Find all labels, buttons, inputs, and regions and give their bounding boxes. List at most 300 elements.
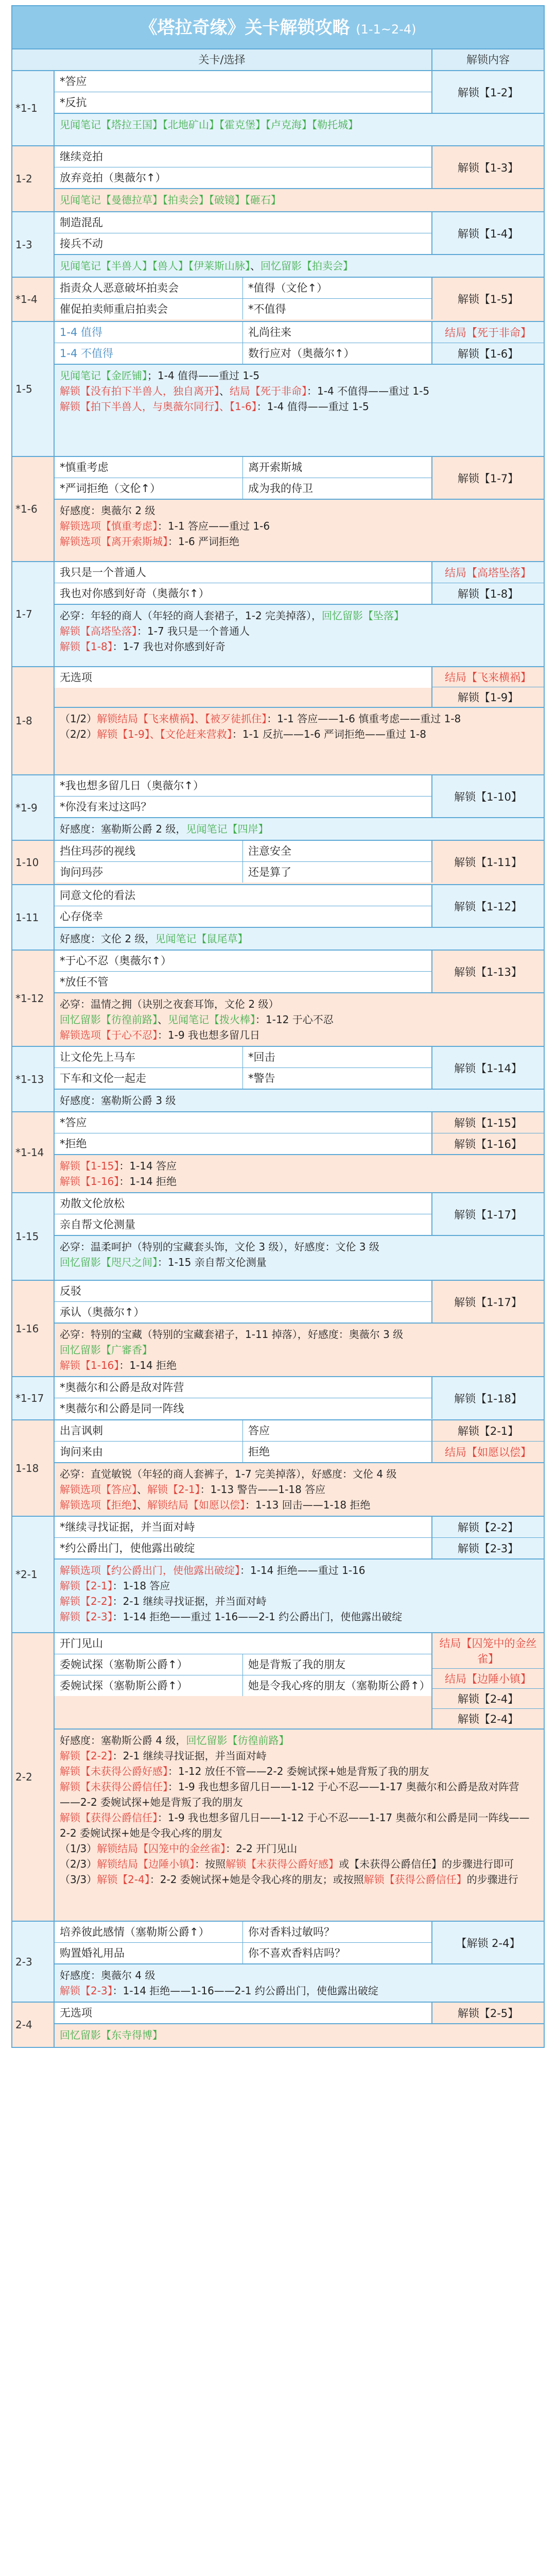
note-line: 见闻笔记【金匠铺】；1-4 值得——重过 1-5 bbox=[60, 369, 260, 382]
choice-option[interactable]: 亲自帮文伦测量 bbox=[55, 1214, 431, 1235]
note-line: 好感度：奥薇尔 4 级 bbox=[60, 1969, 155, 1981]
choices-list bbox=[55, 951, 432, 992]
choice-right[interactable]: 你不喜欢香料店吗？ bbox=[248, 1947, 345, 1959]
choices-list bbox=[55, 1633, 432, 1728]
level-notes bbox=[55, 254, 544, 277]
choices-list bbox=[55, 2003, 432, 2023]
choices-list bbox=[55, 1517, 432, 1558]
unlock-item: 结局【死于非命】 bbox=[432, 322, 544, 343]
choice-option[interactable]: 接兵不动 bbox=[55, 233, 431, 254]
choices-list bbox=[55, 1922, 432, 1963]
note-line: 必穿：温柔呵护（特别的宝藏套头饰，文伦 3 级），好感度：文伦 3 级 bbox=[60, 1241, 379, 1253]
unlock-column bbox=[432, 667, 544, 707]
note-line: 好感度：塞勒斯公爵 4 级，回忆留影【彷徨前路】 bbox=[60, 1734, 289, 1747]
level-body bbox=[55, 1377, 544, 1419]
title-text: 《塔拉奇缘》关卡解锁攻略 bbox=[140, 18, 350, 38]
unlock-item: 结局【囚笼中的金丝雀】 bbox=[432, 1633, 544, 1669]
unlock-item: 解锁【1-7】 bbox=[457, 472, 519, 485]
level-row bbox=[11, 146, 545, 212]
note-line: （3/3）解锁【2-4】：2-2 委婉试探+她是令我心疼的朋友；或按照解锁【获得公爵信任】的步骤进行 bbox=[60, 1873, 518, 1886]
choice-option[interactable] bbox=[55, 1943, 431, 1963]
level-row bbox=[11, 885, 545, 951]
choice-option[interactable]: 劝散文伦放松 bbox=[55, 1193, 431, 1214]
choice-block bbox=[55, 2003, 544, 2023]
level-body bbox=[55, 146, 544, 211]
choice-block bbox=[55, 1517, 544, 1558]
note-line: 解锁【1-15】：1-14 答应 bbox=[60, 1160, 177, 1172]
unlock-item: 解锁【2-2】 bbox=[432, 1517, 544, 1538]
note-line: 回忆留影【咫尺之间】：1-15 亲自帮文伦测量 bbox=[60, 1256, 267, 1268]
choice-option[interactable]: 放弃竞拍（奥薇尔↑） bbox=[55, 167, 431, 188]
note-line: 解锁【2-3】：1-14 拒绝——1-16——2-1 约公爵出门，使他露出破绽 bbox=[60, 1985, 378, 1997]
choice-option[interactable]: 继续竞拍 bbox=[55, 146, 431, 167]
level-row bbox=[11, 212, 545, 278]
choices-list bbox=[55, 457, 432, 499]
choices-list bbox=[55, 1047, 432, 1089]
note-line: 必穿：特别的宝藏（特别的宝藏套裙子，1-11 掉落），好感度：奥薇尔 3 级 bbox=[60, 1328, 404, 1341]
level-body bbox=[55, 1112, 544, 1192]
level-notes bbox=[55, 1323, 544, 1376]
level-id: 1-5 bbox=[12, 322, 55, 456]
choice-left[interactable]: 催促拍卖师重启拍卖会 bbox=[55, 299, 243, 319]
level-id: 1-16 bbox=[12, 1281, 55, 1376]
note-line: 解锁选项【离开索斯城】：1-6 严词拒绝 bbox=[60, 535, 240, 548]
choice-left[interactable]: 下车和文伦一起走 bbox=[55, 1068, 243, 1089]
level-id: *1-13 bbox=[12, 1047, 55, 1111]
choices-list bbox=[55, 146, 432, 188]
choice-block bbox=[55, 457, 544, 499]
unlock-item: 解锁【1-8】 bbox=[457, 588, 519, 600]
level-notes bbox=[55, 927, 544, 950]
choice-right[interactable]: *值得（文伦↑） bbox=[248, 282, 328, 294]
unlock-item: 解锁【1-13】 bbox=[454, 965, 522, 978]
unlock-column bbox=[432, 1517, 544, 1558]
level-body bbox=[55, 322, 544, 456]
level-notes bbox=[55, 113, 544, 135]
level-notes bbox=[55, 499, 544, 552]
level-body bbox=[55, 1281, 544, 1376]
choices-list bbox=[55, 1193, 432, 1235]
choice-option[interactable]: *你没有来过这吗？ bbox=[55, 796, 431, 817]
unlock-item: 解锁【1-15】 bbox=[432, 1112, 544, 1133]
choice-option[interactable]: *反抗 bbox=[55, 92, 431, 113]
level-body bbox=[55, 1517, 544, 1632]
level-notes bbox=[55, 817, 544, 840]
choice-block bbox=[55, 1633, 544, 1728]
choices-list bbox=[55, 278, 432, 319]
unlock-column bbox=[432, 71, 544, 113]
choice-left[interactable]: 购置婚礼用品 bbox=[55, 1943, 243, 1963]
unlock-column bbox=[432, 1281, 544, 1323]
choice-option[interactable]: 制造混乱 bbox=[55, 212, 431, 233]
choice-option[interactable]: *答应 bbox=[55, 71, 431, 92]
note-line: 解锁【2-1】：1-18 答应 bbox=[60, 1580, 170, 1592]
choices-list bbox=[55, 71, 432, 113]
level-notes bbox=[55, 1558, 544, 1628]
unlock-column bbox=[432, 457, 544, 499]
choice-block bbox=[55, 1281, 544, 1323]
level-body bbox=[55, 1420, 544, 1516]
choices-list bbox=[55, 1281, 432, 1323]
note-line: 见闻笔记【半兽人】【兽人】【伊莱斯山脉】、回忆留影【拍卖会】 bbox=[60, 260, 353, 272]
note-line: 解锁【未获得公爵好感】：1-12 放任不管——2-2 委婉试探+她是背叛了我的朋友 bbox=[60, 1765, 429, 1777]
unlock-column bbox=[432, 1420, 544, 1462]
unlock-column bbox=[432, 278, 544, 319]
choice-right[interactable]: 你对香料过敏吗？ bbox=[248, 1926, 335, 1938]
choice-option[interactable]: *奥薇尔和公爵是同一阵线 bbox=[55, 1398, 431, 1419]
choice-block bbox=[55, 1922, 544, 1963]
choice-block bbox=[55, 1112, 544, 1154]
level-body bbox=[55, 71, 544, 145]
choice-option[interactable] bbox=[55, 478, 431, 499]
choice-block bbox=[55, 841, 544, 883]
unlock-item: 解锁【1-10】 bbox=[454, 790, 522, 803]
choice-option[interactable]: 我只是一个普通人 bbox=[55, 562, 431, 583]
choice-left[interactable]: 1-4 值得 bbox=[55, 322, 243, 343]
choice-block bbox=[55, 71, 544, 113]
note-line: 解锁【1-16】：1-14 拒绝 bbox=[60, 1359, 177, 1371]
choice-right[interactable]: 还是算了 bbox=[248, 866, 291, 878]
choice-block bbox=[55, 885, 544, 927]
choice-option[interactable] bbox=[55, 1047, 431, 1068]
level-notes bbox=[55, 2023, 544, 2046]
choice-option[interactable]: 无选项 bbox=[55, 2003, 431, 2023]
note-line: 回忆留影【东寺得博】 bbox=[60, 2029, 163, 2041]
choice-right[interactable]: *回击 bbox=[248, 1051, 275, 1063]
table-header bbox=[11, 48, 545, 71]
note-line: 解锁【1-8】：1-7 我也对你感到好奇 bbox=[60, 640, 225, 653]
level-id: *1-14 bbox=[12, 1112, 55, 1192]
choice-block bbox=[55, 1193, 544, 1235]
note-line: 解锁【1-16】：1-14 拒绝 bbox=[60, 1175, 177, 1188]
note-line: 见闻笔记【塔拉王国】【北地矿山】【霍克堡】【卢克海】【勒托城】 bbox=[60, 118, 358, 131]
note-line: 解锁选项【拒绝】、解锁结局【如愿以偿】：1-13 回击——1-18 拒绝 bbox=[60, 1499, 371, 1511]
level-row bbox=[11, 1420, 545, 1517]
level-body bbox=[55, 1922, 544, 2002]
choice-block bbox=[55, 212, 544, 254]
unlock-item: 解锁【1-9】 bbox=[457, 691, 519, 704]
level-body bbox=[55, 1047, 544, 1111]
level-id: *1-12 bbox=[12, 951, 55, 1046]
choice-option[interactable]: *继续寻找证据，并当面对峙 bbox=[55, 1517, 431, 1538]
note-line: 解锁【2-3】：1-14 拒绝——重过 1-16——2-1 约公爵出门，使他露出破绽 bbox=[60, 1611, 403, 1623]
choice-right[interactable]: 她是背叛了我的朋友 bbox=[248, 1658, 345, 1671]
note-line: 解锁【2-2】：2-1 继续寻找证据，并当面对峙 bbox=[60, 1750, 267, 1762]
level-row bbox=[11, 1633, 545, 1922]
choice-right[interactable]: 注意安全 bbox=[248, 845, 291, 857]
level-id: *1-17 bbox=[12, 1377, 55, 1419]
choice-right[interactable]: 她是令我心疼的朋友（塞勒斯公爵↑） bbox=[248, 1680, 430, 1692]
unlock-column bbox=[432, 951, 544, 992]
choice-left[interactable]: 委婉试探（塞勒斯公爵↑） bbox=[55, 1654, 243, 1675]
choice-left[interactable]: 出言讽刺 bbox=[55, 1420, 243, 1441]
choice-block bbox=[55, 278, 544, 319]
level-row bbox=[11, 667, 545, 775]
unlock-item: 结局【边陲小镇】 bbox=[432, 1669, 544, 1689]
level-notes bbox=[55, 707, 544, 745]
level-id: 1-11 bbox=[12, 885, 55, 950]
level-row bbox=[11, 1517, 545, 1633]
unlock-item: 解锁【1-2】 bbox=[457, 86, 519, 99]
choice-option[interactable] bbox=[55, 299, 431, 319]
unlock-column bbox=[432, 212, 544, 254]
choice-option[interactable]: 无选项 bbox=[55, 667, 431, 688]
note-line: 解锁【拍下半兽人，与奥薇尔同行】、【1-6】：1-4 值得——重过 1-5 bbox=[60, 400, 369, 413]
unlock-column bbox=[432, 562, 544, 604]
choice-option[interactable]: *约公爵出门，使他露出破绽 bbox=[55, 1538, 431, 1558]
level-body bbox=[55, 457, 544, 561]
choice-option[interactable]: *放任不管 bbox=[55, 972, 431, 992]
level-row bbox=[11, 2003, 545, 2048]
note-line: 解锁【高塔坠落】：1-7 我只是一个普通人 bbox=[60, 625, 250, 637]
level-body bbox=[55, 885, 544, 950]
choice-option[interactable]: 开门见山 bbox=[55, 1633, 431, 1654]
level-row bbox=[11, 775, 545, 841]
level-id: 1-15 bbox=[12, 1193, 55, 1280]
header-col-choice: 关卡/选择 bbox=[12, 49, 432, 70]
choice-option[interactable]: 反驳 bbox=[55, 1281, 431, 1302]
unlock-item: 解锁【1-14】 bbox=[454, 1062, 522, 1075]
choice-left[interactable]: 培养彼此感情（塞勒斯公爵↑） bbox=[55, 1922, 243, 1942]
level-id: *1-6 bbox=[12, 457, 55, 561]
level-notes bbox=[55, 1462, 544, 1516]
choices-list bbox=[55, 667, 432, 707]
unlock-column bbox=[432, 1193, 544, 1235]
choice-option[interactable] bbox=[55, 457, 431, 478]
note-line: 解锁【没有拍下半兽人，独自离开】、结局【死于非命】：1-4 不值得——重过 1-5 bbox=[60, 385, 430, 397]
note-line: 必穿：直觉敏锐（年轻的商人套裤子，1-7 完美掉落），好感度：文伦 4 级 bbox=[60, 1468, 397, 1480]
choice-option[interactable] bbox=[55, 1068, 431, 1089]
choice-left[interactable]: 1-4 不值得 bbox=[55, 343, 243, 364]
note-line: （1/2）解锁结局【飞来横祸】、【被歹徒抓住】：1-1 答应——1-6 慎重考虑——重过 1-8 bbox=[60, 713, 461, 725]
level-notes bbox=[55, 1963, 544, 2002]
unlock-column bbox=[432, 1377, 544, 1419]
level-row bbox=[11, 278, 545, 322]
level-notes bbox=[55, 188, 544, 211]
unlock-item: 解锁【2-4】 bbox=[432, 1689, 544, 1709]
choice-left[interactable]: 挡住玛莎的视线 bbox=[55, 841, 243, 861]
unlock-item: 解锁【2-5】 bbox=[457, 2007, 519, 2020]
choice-right[interactable]: *不值得 bbox=[248, 303, 286, 315]
level-id: *1-4 bbox=[12, 278, 55, 321]
choice-option[interactable] bbox=[55, 343, 431, 364]
level-row bbox=[11, 71, 545, 146]
unlock-column bbox=[432, 1633, 544, 1728]
note-line: 好感度：文伦 2 级，见闻笔记【鼠尾草】 bbox=[60, 933, 248, 945]
choice-left[interactable]: *慎重考虑 bbox=[55, 457, 243, 478]
level-row bbox=[11, 457, 545, 562]
note-line: 解锁选项【约公爵出门，使他露出破绽】：1-14 拒绝——重过 1-16 bbox=[60, 1564, 366, 1577]
unlock-column bbox=[432, 1922, 544, 1963]
note-line: 必穿：年轻的商人（年轻的商人套裙子，1-2 完美掉落），回忆留影【坠落】 bbox=[60, 609, 405, 622]
level-row bbox=[11, 1112, 545, 1193]
level-notes bbox=[55, 604, 544, 657]
choice-left[interactable]: *严词拒绝（文伦↑） bbox=[55, 478, 243, 499]
choice-block bbox=[55, 667, 544, 707]
choices-list bbox=[55, 212, 432, 254]
unlock-column bbox=[432, 1047, 544, 1089]
level-row bbox=[11, 1377, 545, 1420]
note-line: 必穿：温情之拥（诀别之夜套耳饰，文伦 2 级） bbox=[60, 998, 279, 1010]
note-line: 解锁【获得公爵信任】：1-9 我也想多留几日——1-12 于心不忍——1-17 奥薇尔和公爵是同一阵线——2-2 委婉试探+她是令我心疼的朋友 bbox=[60, 1811, 530, 1839]
choice-option[interactable]: 我也对你感到好奇（奥薇尔↑） bbox=[55, 583, 431, 604]
choice-block bbox=[55, 1047, 544, 1089]
choice-block bbox=[55, 562, 544, 604]
unlock-column bbox=[432, 775, 544, 817]
choice-option[interactable] bbox=[55, 1922, 431, 1943]
choices-list bbox=[55, 562, 432, 604]
unlock-item: 结局【如愿以偿】 bbox=[445, 1446, 531, 1459]
note-line: 见闻笔记【曼德拉草】【拍卖会】【破镜】【砸石】 bbox=[60, 194, 281, 206]
choice-left[interactable]: 询问玛莎 bbox=[55, 862, 243, 883]
unlock-item: 解锁【1-3】 bbox=[457, 161, 519, 174]
unlock-column bbox=[432, 322, 544, 364]
unlock-item: 解锁【1-5】 bbox=[457, 293, 519, 306]
level-body bbox=[55, 278, 544, 321]
unlock-item: 解锁【1-12】 bbox=[454, 900, 522, 913]
choice-option[interactable]: *拒绝 bbox=[55, 1133, 431, 1154]
note-line: 解锁【2-2】：2-1 继续寻找证据，并当面对峙 bbox=[60, 1595, 267, 1607]
level-body bbox=[55, 562, 544, 666]
level-notes bbox=[55, 1154, 544, 1192]
level-id: 1-7 bbox=[12, 562, 55, 666]
choice-right[interactable]: 离开索斯城 bbox=[248, 461, 302, 473]
choice-option[interactable]: 承认（奥薇尔↑） bbox=[55, 1302, 431, 1323]
unlock-column bbox=[432, 1112, 544, 1154]
note-line: 解锁【未获得公爵信任】：1-9 我也想多留几日——1-12 于心不忍——1-17 奥薇尔和公爵是敌对阵营——2-2 委婉试探+她是背叛了我的朋友 bbox=[60, 1781, 519, 1808]
level-body bbox=[55, 841, 544, 884]
level-row bbox=[11, 841, 545, 885]
level-id: *2-1 bbox=[12, 1517, 55, 1632]
choice-option[interactable]: 同意文伦的看法 bbox=[55, 885, 431, 906]
choice-left[interactable]: 让文伦先上马车 bbox=[55, 1047, 243, 1067]
choice-option[interactable]: *我也想多留几日（奥薇尔↑） bbox=[55, 775, 431, 796]
level-notes bbox=[55, 1728, 544, 1890]
level-notes bbox=[55, 364, 544, 417]
note-line: 解锁选项【答应】、解锁【2-1】：1-13 警告——1-18 答应 bbox=[60, 1483, 326, 1496]
level-body bbox=[55, 1193, 544, 1280]
level-id: *1-9 bbox=[12, 775, 55, 840]
level-notes bbox=[55, 1235, 544, 1273]
unlock-column bbox=[432, 841, 544, 883]
level-id: 1-3 bbox=[12, 212, 55, 277]
choices-list bbox=[55, 885, 432, 927]
note-line: （2/3）解锁结局【边陲小镇】：按照解锁【未获得公爵好感】或【未获得公爵信任】的步骤进行即可 bbox=[60, 1858, 514, 1870]
choice-option[interactable]: *答应 bbox=[55, 1112, 431, 1133]
choice-option[interactable] bbox=[55, 841, 431, 862]
level-row bbox=[11, 1047, 545, 1112]
unlock-item: 解锁【2-1】 bbox=[432, 1420, 544, 1442]
level-row bbox=[11, 951, 545, 1047]
unlock-item: 解锁【1-4】 bbox=[457, 227, 519, 240]
choice-right[interactable]: 礼尚往来 bbox=[248, 326, 291, 338]
choice-option[interactable]: 心存侥幸 bbox=[55, 906, 431, 927]
header-col-unlock: 解锁内容 bbox=[466, 54, 510, 66]
unlock-item: 结局【高塔坠落】 bbox=[432, 562, 544, 583]
level-body bbox=[55, 212, 544, 277]
choice-option[interactable] bbox=[55, 1420, 431, 1442]
choices-list bbox=[55, 775, 432, 817]
unlock-item: 解锁【2-4】 bbox=[457, 1713, 519, 1725]
note-line: 好感度：塞勒斯公爵 3 级 bbox=[60, 1094, 176, 1107]
unlock-column bbox=[432, 2003, 544, 2023]
choice-option[interactable] bbox=[55, 322, 431, 343]
choice-block bbox=[55, 146, 544, 188]
choice-option[interactable]: *于心不忍（奥薇尔↑） bbox=[55, 951, 431, 972]
choice-left[interactable]: 指责众人恶意破坏拍卖会 bbox=[55, 278, 243, 298]
level-body bbox=[55, 1633, 544, 1921]
choices-list bbox=[55, 1377, 432, 1419]
choice-option[interactable] bbox=[55, 1675, 431, 1696]
choice-block bbox=[55, 1377, 544, 1419]
choices-list bbox=[55, 1420, 432, 1462]
levels-table bbox=[11, 71, 545, 2048]
level-body bbox=[55, 951, 544, 1046]
level-row bbox=[11, 322, 545, 457]
unlock-item: 结局【飞来横祸】 bbox=[432, 667, 544, 687]
choice-right[interactable]: 成为我的侍卫 bbox=[248, 482, 313, 495]
level-row bbox=[11, 562, 545, 667]
note-line: 好感度：奥薇尔 2 级 bbox=[60, 504, 155, 517]
choice-option[interactable] bbox=[55, 1442, 431, 1462]
level-id: 2-3 bbox=[12, 1922, 55, 2002]
level-body bbox=[55, 2003, 544, 2047]
level-row bbox=[11, 1281, 545, 1377]
choice-right[interactable]: 答应 bbox=[248, 1425, 270, 1437]
title-suffix: (1-1~2-4) bbox=[356, 22, 416, 37]
choice-right[interactable]: 数行应对（奥薇尔↑） bbox=[248, 347, 355, 360]
note-line: （2/2）解锁【1-9】、【文伦赶来营救】：1-1 反抗——1-6 严词拒绝——重过 1-8 bbox=[60, 728, 426, 740]
choice-option[interactable] bbox=[55, 278, 431, 299]
choice-block bbox=[55, 951, 544, 992]
level-id: 2-2 bbox=[12, 1633, 55, 1921]
choice-right[interactable]: 拒绝 bbox=[248, 1446, 270, 1458]
note-line: （1/3）解锁结局【囚笼中的金丝雀】：2-2 开门见山 bbox=[60, 1842, 298, 1855]
choice-option[interactable]: *奥薇尔和公爵是敌对阵营 bbox=[55, 1377, 431, 1398]
choice-left[interactable]: 询问来由 bbox=[55, 1442, 243, 1462]
unlock-item: 【解锁 2-4】 bbox=[456, 1937, 520, 1950]
level-body bbox=[55, 667, 544, 774]
note-line: 回忆留影【广審香】 bbox=[60, 1344, 152, 1356]
unlock-item: 解锁【1-18】 bbox=[454, 1392, 522, 1405]
level-row bbox=[11, 1193, 545, 1281]
choice-option[interactable] bbox=[55, 1654, 431, 1675]
level-id: *1-1 bbox=[12, 71, 55, 145]
level-row bbox=[11, 1922, 545, 2003]
level-id: 1-2 bbox=[12, 146, 55, 211]
level-notes bbox=[55, 992, 544, 1046]
choice-option[interactable] bbox=[55, 862, 431, 883]
choices-list bbox=[55, 841, 432, 883]
unlock-item: 解锁【1-11】 bbox=[454, 856, 522, 869]
choice-right[interactable]: *警告 bbox=[248, 1072, 275, 1084]
note-line: 好感度：塞勒斯公爵 2 级，见闻笔记【四岸】 bbox=[60, 823, 269, 835]
choices-list bbox=[55, 1112, 432, 1154]
note-line: 解锁选项【慎重考虑】：1-1 答应——重过 1-6 bbox=[60, 520, 270, 532]
unlock-column bbox=[432, 885, 544, 927]
level-id: 1-10 bbox=[12, 841, 55, 884]
note-line: 回忆留影【彷徨前路】、见闻笔记【拨火棒】：1-12 于心不忍 bbox=[60, 1013, 334, 1026]
unlock-item: 解锁【1-16】 bbox=[454, 1138, 522, 1150]
choices-list bbox=[55, 322, 432, 364]
unlock-item: 解锁【2-3】 bbox=[457, 1543, 519, 1555]
unlock-item: 解锁【1-6】 bbox=[457, 348, 519, 360]
level-id: 1-8 bbox=[12, 667, 55, 774]
unlock-item: 解锁【1-17】 bbox=[454, 1296, 522, 1309]
page-title bbox=[11, 5, 545, 48]
note-line: 解锁选项【于心不忍】：1-9 我也想多留几日 bbox=[60, 1029, 260, 1041]
choice-left[interactable]: 委婉试探（塞勒斯公爵↑） bbox=[55, 1675, 243, 1696]
